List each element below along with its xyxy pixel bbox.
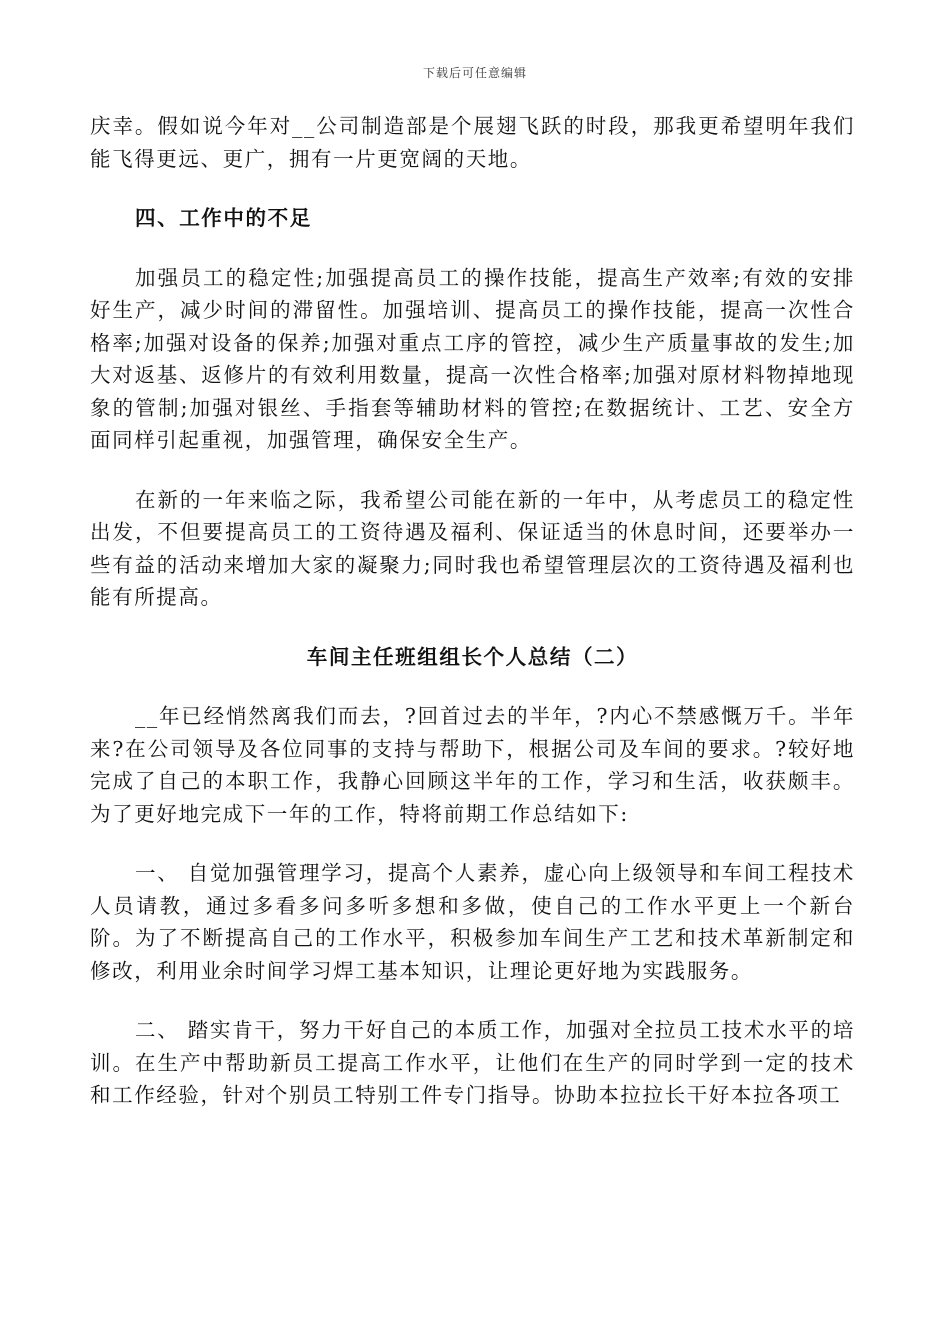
- paragraph-new-year-hopes: 在新的一年来临之际，我希望公司能在新的一年中，从考虑员工的稳定性出发，不但要提高员工的工资待遇及福利、保证适当的休息时间，还要举办一些有益的活动来增加大家的凝聚力;同时我也希望管理层次的工资待遇及福利也能有所提高。: [90, 487, 855, 609]
- paragraph-shortcomings: 加强员工的稳定性;加强提高员工的操作技能，提高生产效率;有效的安排好生产，减少时间的滞留性。加强培训、提高员工的操作技能，提高一次性合格率;加强对设备的保养;加强对重点工序的管控，减少生产质量事故的发生;加大对返基、返修片的有效利用数量，提高一次性合格率;加强对原材料物掉地现象的管制;加强对银丝、手指套等辅助材料的管控;在数据统计、工艺、安全方面同样引起重视，加强管理，确保安全生产。: [90, 265, 855, 452]
- paragraph-point-one: 一、 自觉加强管理学习，提高个人素养，虚心向上级领导和车间工程技术人员请教，通过多看多问多听多想和多做，使自己的工作水平更上一个新台阶。为了不断提高自己的工作水平，积极参加车间生产工艺和技术革新制定和修改，利用业余时间学习焊工基本知识，让理论更好地为实践服务。: [90, 861, 855, 983]
- section-heading-shortcomings: 四、工作中的不足: [135, 206, 312, 230]
- paragraph-intro: __年已经悄然离我们而去，?回首过去的半年，?内心不禁感慨万千。半年来?在公司领导及各位同事的支持与帮助下，根据公司及车间的要求。?较好地完成了自己的本职工作，我静心回顾这半年的工作，学习和生活，收获颇丰。为了更好地完成下一年的工作，特将前期工作总结如下:: [90, 704, 855, 826]
- page-header: 下载后可任意编辑: [422, 66, 527, 80]
- paragraph-point-two: 二、 踏实肯干，努力干好自己的本质工作，加强对全拉员工技术水平的培训。在生产中帮助新员工提高工作水平，让他们在生产的同时学到一定的技术和工作经验，针对个别员工特别工件专门指导。协助本拉拉长干好本拉各项工: [90, 1018, 855, 1107]
- paragraph-continuation: 庆幸。假如说今年对__公司制造部是个展翅飞跃的时段，那我更希望明年我们能飞得更远、更广，拥有一片更宽阔的天地。: [90, 114, 855, 171]
- document-title: 车间主任班组组长个人总结（二）: [306, 644, 639, 669]
- document-body: [90, 110, 855, 1139]
